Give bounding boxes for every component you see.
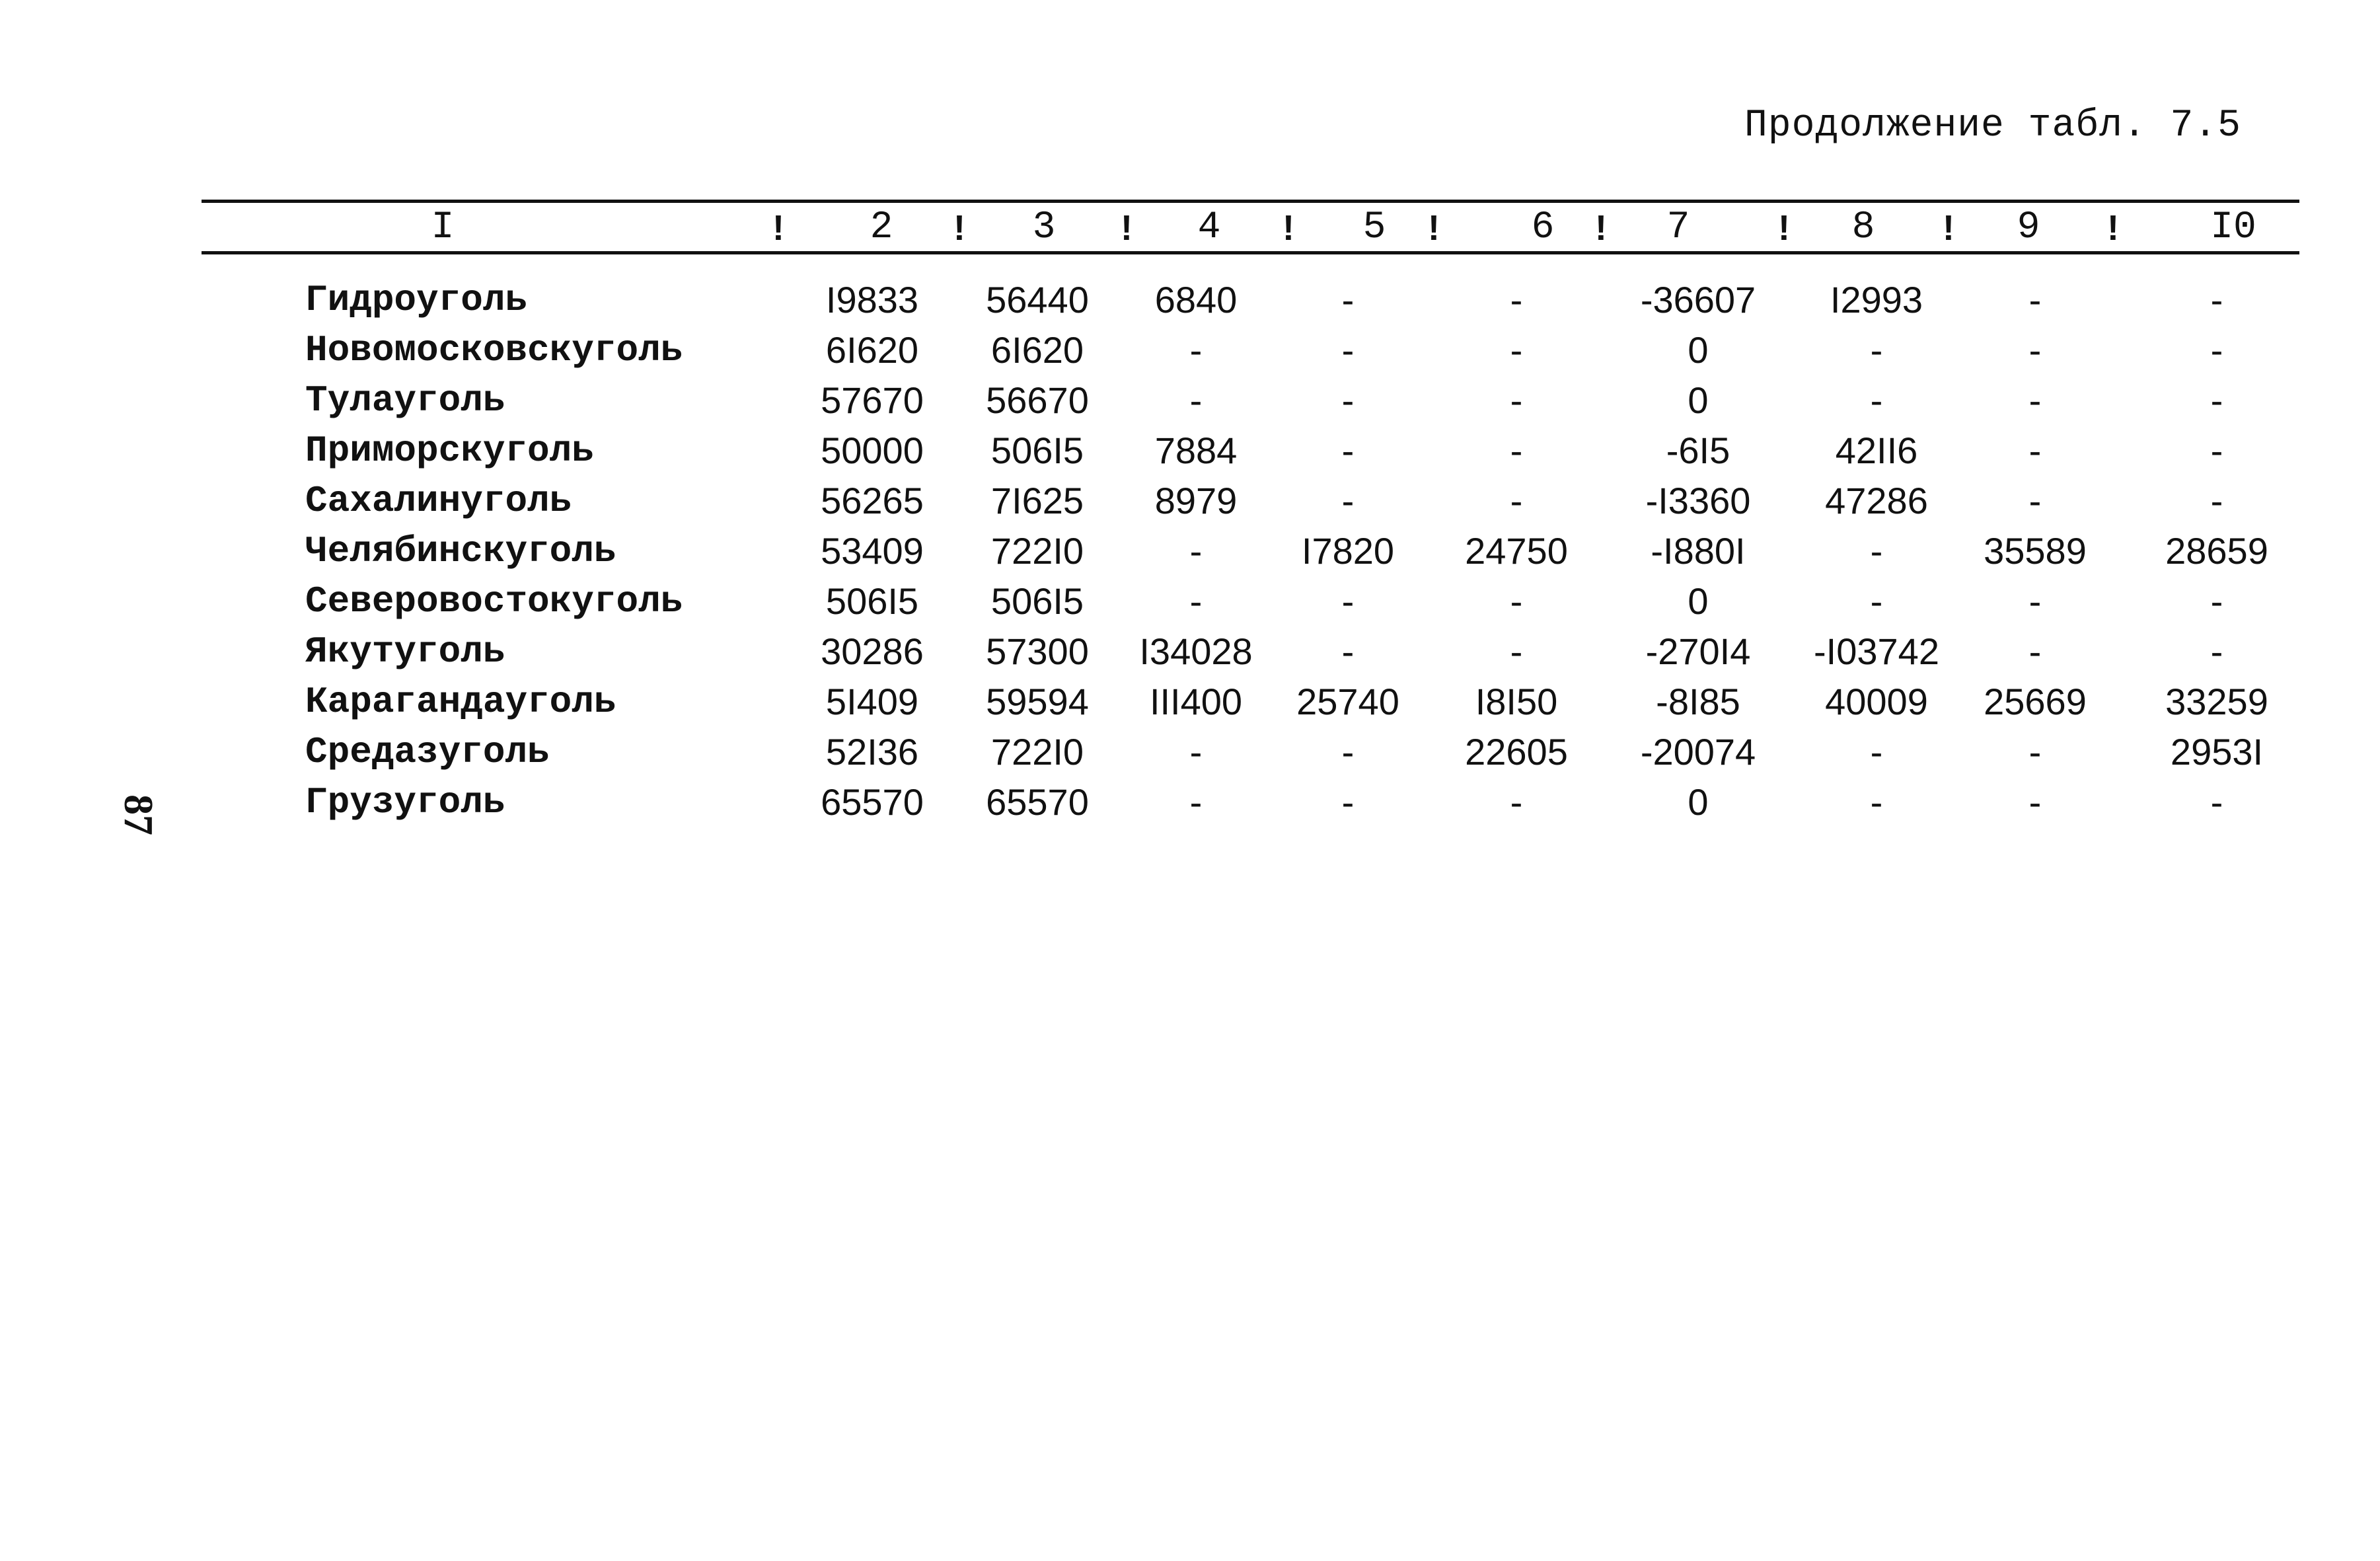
cell-col-10: - (2210, 329, 2223, 371)
cell-col-10: - (2210, 430, 2223, 471)
cell-col-3: 506I5 (990, 430, 1084, 471)
cell-col-9: - (2028, 480, 2042, 521)
cell-col-7: -6I5 (1666, 430, 1730, 471)
cell-col-4: I34028 (1139, 630, 1253, 672)
cell-col-7: -270I4 (1645, 630, 1751, 672)
cell-col-2: 56265 (821, 480, 924, 521)
cell-col-6: - (1510, 379, 1523, 421)
cell-col-3: 506I5 (990, 580, 1084, 622)
cell-col-8: - (1870, 781, 1883, 823)
cell-col-3: 56440 (986, 279, 1089, 321)
table-row (0, 275, 2380, 325)
cell-col-4: - (1189, 530, 1203, 572)
cell-col-10: - (2210, 279, 2223, 321)
cell-col-6: - (1510, 480, 1523, 521)
cell-col-2: 57670 (821, 379, 924, 421)
row-label: Северовостокуголь (305, 580, 683, 623)
cell-col-4: 7884 (1154, 430, 1238, 471)
cell-col-4: - (1189, 731, 1203, 773)
header-col-2: 2 (870, 206, 893, 249)
cell-col-2: 30286 (821, 630, 924, 672)
cell-col-9: - (2028, 430, 2042, 471)
row-label: Сахалинуголь (305, 480, 572, 522)
row-label: Тулауголь (305, 379, 505, 422)
header-col-8: 8 (1851, 206, 1875, 249)
cell-col-7: -36607 (1640, 279, 1756, 321)
table-row (0, 325, 2380, 375)
row-label: Средазуголь (305, 731, 550, 773)
cell-col-10: - (2210, 630, 2223, 672)
cell-col-9: - (2028, 731, 2042, 773)
cell-col-5: - (1341, 580, 1355, 622)
header-col-1: I (431, 206, 455, 249)
cell-col-6: I8I50 (1475, 681, 1558, 722)
header-separator: ! (1595, 208, 1607, 248)
header-separator: ! (1283, 208, 1294, 248)
cell-col-8: -I03742 (1814, 630, 1939, 672)
cell-col-9: - (2028, 329, 2042, 371)
table-row (0, 576, 2380, 627)
cell-col-7: 0 (1688, 580, 1709, 622)
row-label: Гидроуголь (305, 279, 528, 321)
table-row (0, 526, 2380, 576)
header-col-5: 5 (1362, 206, 1386, 249)
cell-col-8: - (1870, 379, 1883, 421)
row-label: Якутуголь (305, 630, 505, 673)
cell-col-7: 0 (1688, 379, 1709, 421)
cell-col-3: 722I0 (990, 530, 1084, 572)
cell-col-8: - (1870, 530, 1883, 572)
header-separator: ! (953, 208, 965, 248)
table-top-rule (202, 200, 2299, 203)
cell-col-2: 506I5 (825, 580, 919, 622)
cell-col-2: 5I409 (825, 681, 919, 722)
cell-col-5: - (1341, 430, 1355, 471)
header-col-7: 7 (1666, 206, 1690, 249)
page-number: 87 (116, 794, 161, 835)
cell-col-6: - (1510, 781, 1523, 823)
cell-col-9: - (2028, 279, 2042, 321)
cell-col-9: - (2028, 630, 2042, 672)
cell-col-3: 57300 (986, 630, 1089, 672)
cell-col-9: 25669 (1984, 681, 2087, 722)
cell-col-2: I9833 (825, 279, 919, 321)
table-header-row (0, 206, 2380, 250)
cell-col-2: 50000 (821, 430, 924, 471)
cell-col-3: 59594 (986, 681, 1089, 722)
header-separator: ! (772, 208, 784, 248)
table-row (0, 426, 2380, 476)
row-label: Карагандауголь (305, 681, 616, 723)
cell-col-7: 0 (1688, 329, 1709, 371)
row-label: Грузуголь (305, 781, 505, 823)
cell-col-3: 722I0 (990, 731, 1084, 773)
row-label: Новомосковскуголь (305, 329, 683, 371)
cell-col-6: - (1510, 580, 1523, 622)
cell-col-4: - (1189, 329, 1203, 371)
cell-col-10: 2953I (2170, 731, 2264, 773)
table-row (0, 777, 2380, 827)
table-row (0, 476, 2380, 526)
header-col-4: 4 (1197, 206, 1221, 249)
cell-col-10: 33259 (2165, 681, 2268, 722)
header-col-3: 3 (1032, 206, 1056, 249)
cell-col-5: - (1341, 781, 1355, 823)
cell-col-8: - (1870, 329, 1883, 371)
cell-col-5: - (1341, 480, 1355, 521)
cell-col-7: -I3360 (1645, 480, 1751, 521)
header-separator: ! (1778, 208, 1790, 248)
cell-col-7: -20074 (1640, 731, 1756, 773)
header-separator: ! (1943, 208, 1954, 248)
cell-col-8: 47286 (1825, 480, 1928, 521)
cell-col-9: - (2028, 379, 2042, 421)
cell-col-6: - (1510, 430, 1523, 471)
table-row (0, 677, 2380, 727)
cell-col-3: 65570 (986, 781, 1089, 823)
header-col-10: I0 (2210, 206, 2256, 249)
cell-col-3: 56670 (986, 379, 1089, 421)
table-header-rule (202, 251, 2299, 254)
cell-col-5: 25740 (1296, 681, 1399, 722)
cell-col-4: - (1189, 781, 1203, 823)
cell-col-6: 24750 (1465, 530, 1568, 572)
cell-col-8: - (1870, 580, 1883, 622)
cell-col-5: - (1341, 379, 1355, 421)
cell-col-2: 53409 (821, 530, 924, 572)
cell-col-4: III400 (1149, 681, 1243, 722)
table-row (0, 727, 2380, 777)
cell-col-5: - (1341, 279, 1355, 321)
header-col-9: 9 (2017, 206, 2040, 249)
cell-col-6: - (1510, 630, 1523, 672)
cell-col-10: 28659 (2165, 530, 2268, 572)
table-row (0, 375, 2380, 426)
cell-col-5: - (1341, 329, 1355, 371)
cell-col-9: 35589 (1984, 530, 2087, 572)
header-col-6: 6 (1531, 206, 1555, 249)
cell-col-5: I7820 (1301, 530, 1395, 572)
header-separator: ! (2107, 208, 2119, 248)
cell-col-3: 6I620 (990, 329, 1084, 371)
cell-col-4: 6840 (1154, 279, 1238, 321)
cell-col-10: - (2210, 480, 2223, 521)
cell-col-8: 40009 (1825, 681, 1928, 722)
cell-col-9: - (2028, 781, 2042, 823)
row-label: Приморскуголь (305, 430, 594, 472)
cell-col-9: - (2028, 580, 2042, 622)
header-separator: ! (1428, 208, 1440, 248)
cell-col-10: - (2210, 781, 2223, 823)
cell-col-8: I2993 (1830, 279, 1923, 321)
row-label: Челябинскуголь (305, 530, 616, 572)
cell-col-5: - (1341, 731, 1355, 773)
header-separator: ! (1121, 208, 1133, 248)
table-caption: Продолжение табл. 7.5 (1744, 104, 2241, 147)
cell-col-6: 22605 (1465, 731, 1568, 773)
cell-col-3: 7I625 (990, 480, 1084, 521)
cell-col-10: - (2210, 379, 2223, 421)
cell-col-10: - (2210, 580, 2223, 622)
cell-col-4: - (1189, 379, 1203, 421)
cell-col-5: - (1341, 630, 1355, 672)
table-row (0, 627, 2380, 677)
cell-col-6: - (1510, 279, 1523, 321)
cell-col-4: 8979 (1154, 480, 1238, 521)
cell-col-6: - (1510, 329, 1523, 371)
cell-col-2: 65570 (821, 781, 924, 823)
cell-col-4: - (1189, 580, 1203, 622)
cell-col-8: - (1870, 731, 1883, 773)
cell-col-7: -8I85 (1656, 681, 1740, 722)
cell-col-2: 6I620 (825, 329, 919, 371)
cell-col-8: 42II6 (1835, 430, 1918, 471)
cell-col-7: 0 (1688, 781, 1709, 823)
cell-col-2: 52I36 (825, 731, 919, 773)
cell-col-7: -I880I (1651, 530, 1746, 572)
